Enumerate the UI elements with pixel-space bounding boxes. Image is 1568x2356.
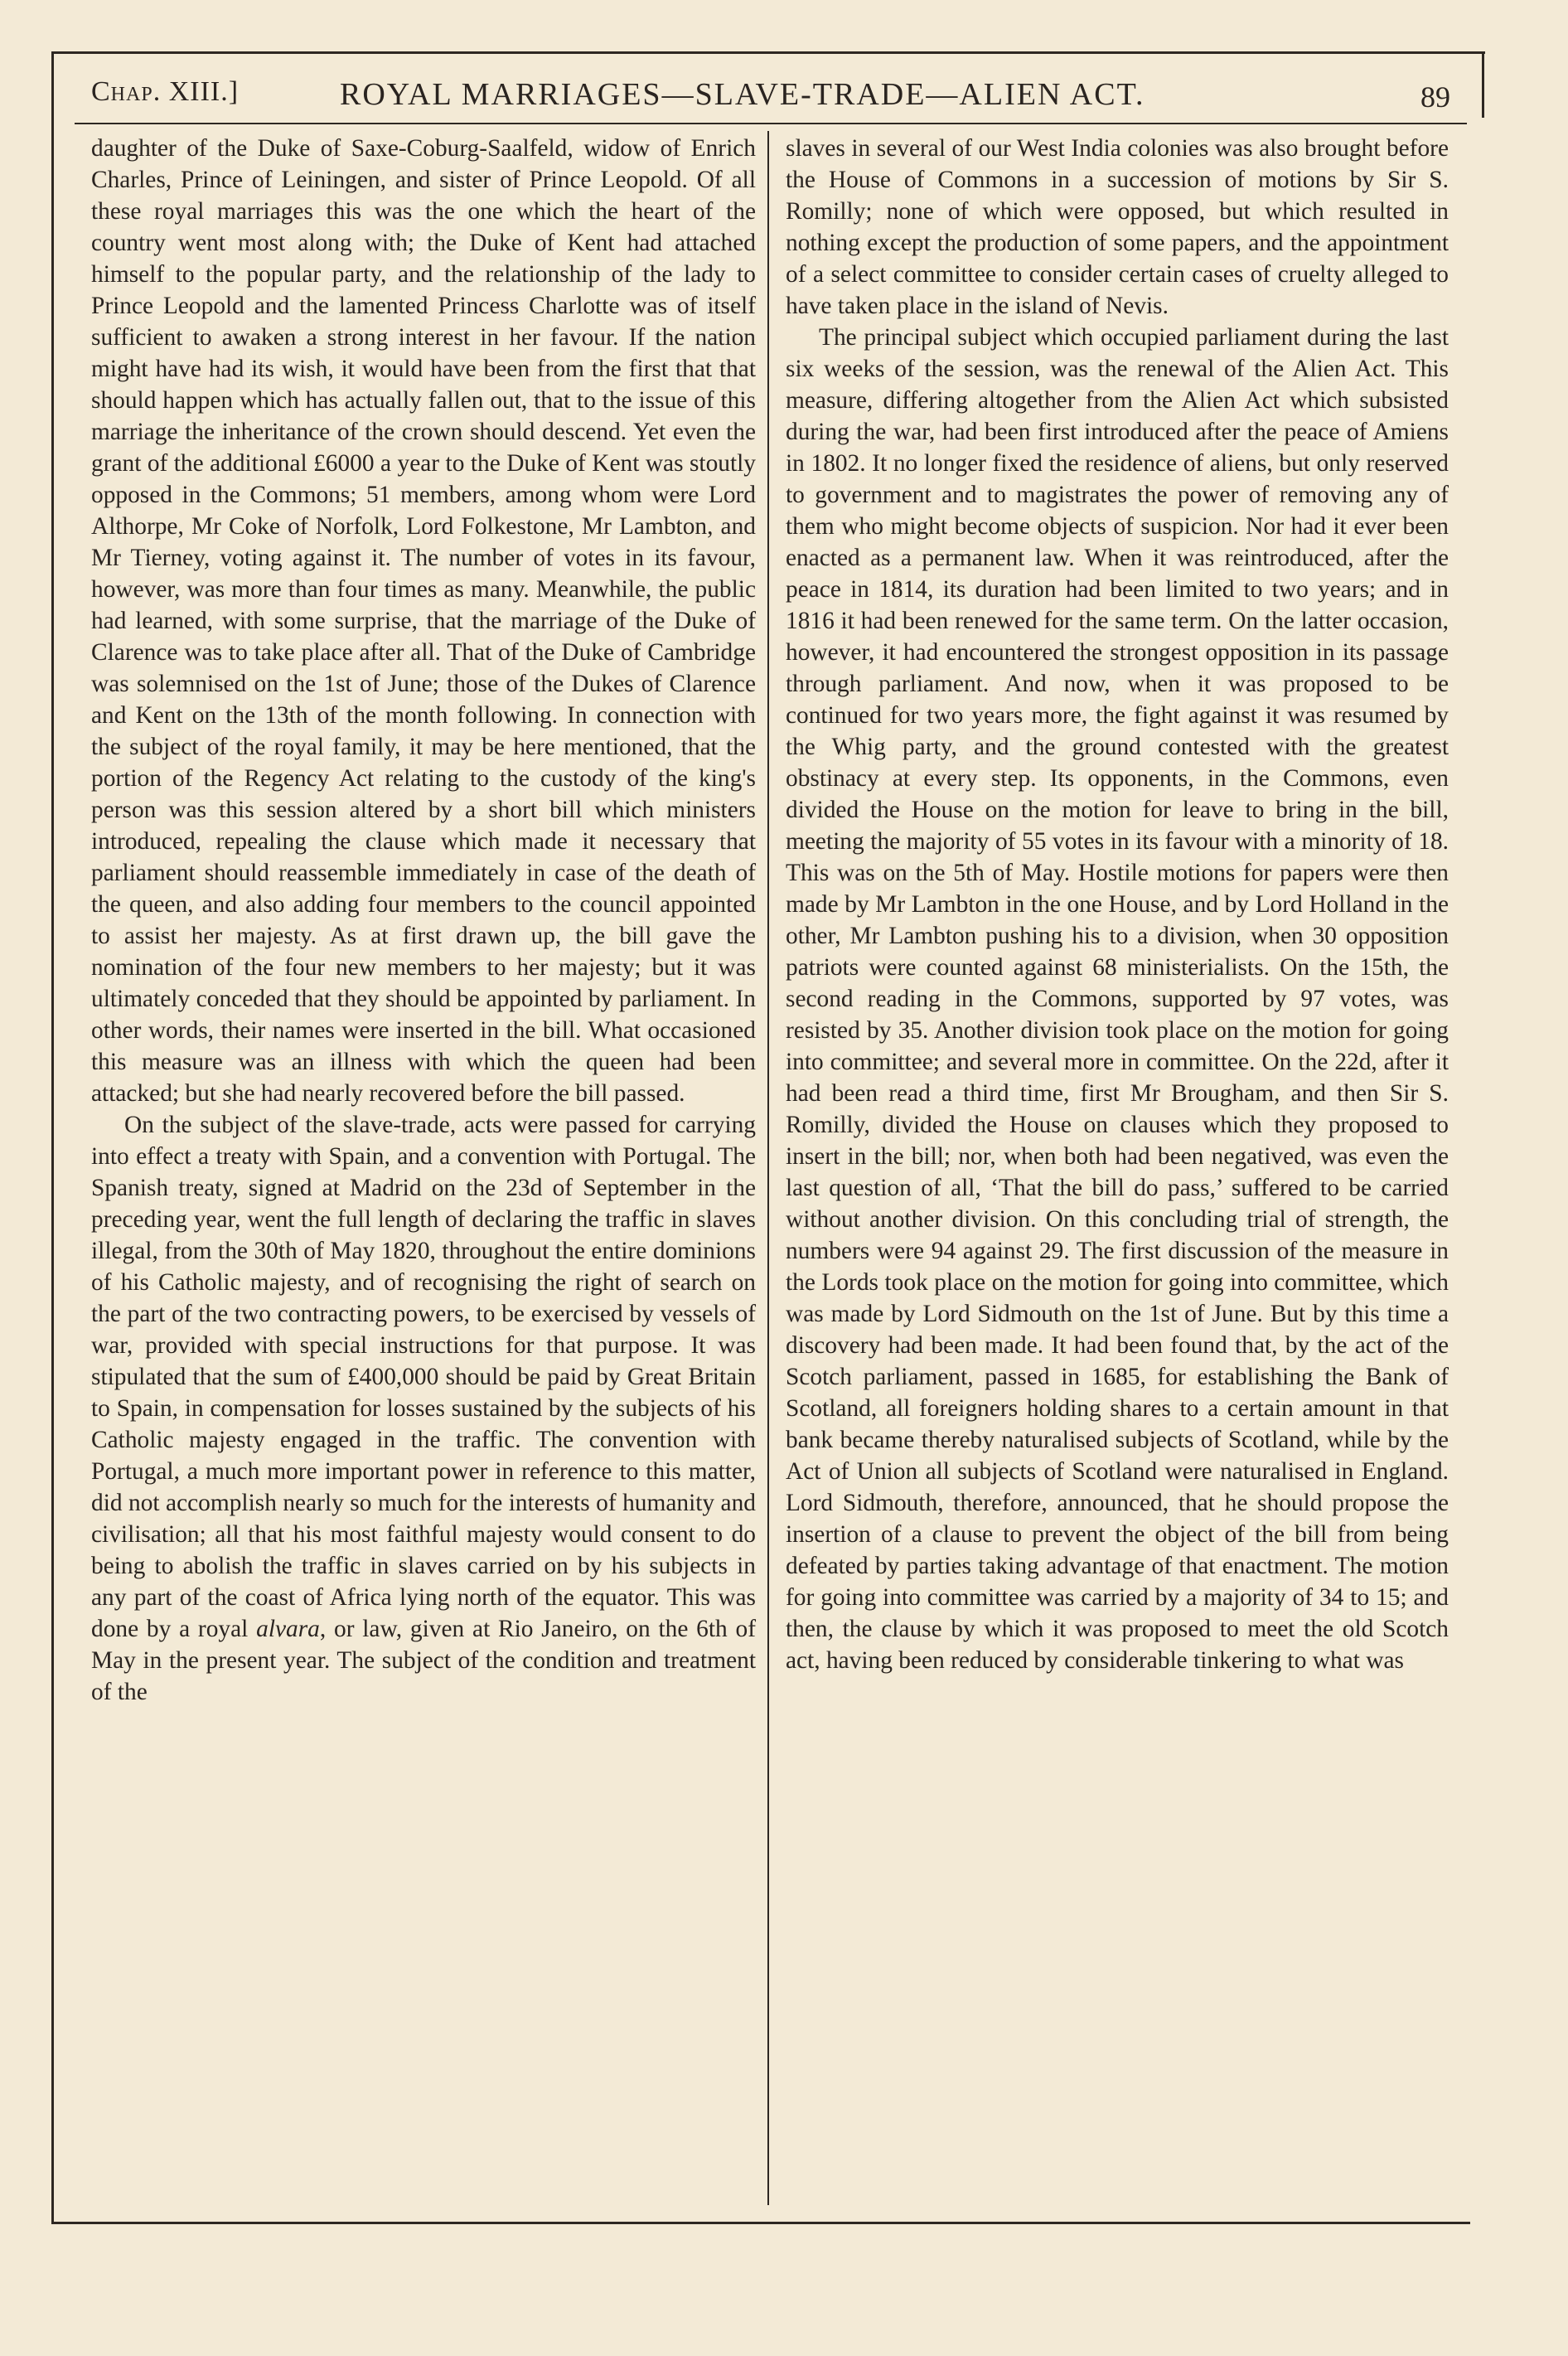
paragraph-text: , or law, given at Rio Janeiro, on the 6th of May in the present year. The subject of the condition and treatment of the (91, 1616, 756, 1705)
paragraph (91, 1109, 756, 1708)
paragraph: The principal subject which occupied parliament during the last six weeks of the session, was the renewal of the Alien Act. This measure, differing altogether from the Alien Act which subsisted during the war, had been first introduced after the peace of Amiens in 1802. It no longer fixed the residence of aliens, but only reserved to government and to magistrates the power of removing any of them who might become objects of suspicion. Nor had it ever been enacted as a permanent law. When it was reintroduced, after the peace in 1814, its duration had been limited to two years; and in 1816 it had been renewed for the same term. On the latter occasion, however, it had encountered the strongest opposition in its passage through parliament. And now, when it was proposed to be continued for two years more, the fight against it was resumed by the Whig party, and the ground contested with the greatest obstinacy at every step. Its opponents, in the Commons, even divided the House on the motion for leave to bring in the bill, meeting the majority of 55 votes in its favour with a minority of 18. This was on the 5th of May. Hostile motions for papers were then made by Mr Lambton in the one House, and by Lord Holland in the other, Mr Lambton pushing his to a division, when 30 opposition patriots were counted against 68 ministerialists. On the 15th, the second reading in the Commons, supported by 97 votes, was resisted by 35. Another division took place on the motion for going into committee; and several more in committee. On the 22d, after it had been read a third time, first Mr Brougham, and then Sir S. Romilly, divided the House on clauses which they proposed to insert in the bill; nor, when both had been negatived, was even the last question of all, ‘That the bill do pass,’ suffered to be carried without another division. On this concluding trial of strength, the numbers were 94 against 29. The first discussion of the measure in the Lords took place on the motion for going into committee, which was made by Lord Sidmouth on the 1st of June. But by this time a discovery had been made. It had been found that, by the act of the Scotch parliament, passed in 1685, for establishing the Bank of Scotland, all foreigners holding shares to a certain amount in that bank became thereby naturalised subjects of Scotland, while by the Act of Union all subjects of Scotland were naturalised in England. Lord Sidmouth, therefore, announced, that he should propose the insertion of a clause to prevent the object of the bill from being defeated by parties taking advantage of that enactment. The motion for going into committee was carried by a majority of 34 to 15; and then, the clause by which it was proposed to meet the old Scotch act, having been reduced by considerable tinkering to what was (786, 324, 1449, 1674)
running-header (83, 71, 1459, 121)
running-title: ROYAL MARRIAGES—SLAVE-TRADE—ALIEN ACT. (340, 77, 1145, 112)
page-number: 89 (1420, 80, 1450, 114)
page-border-right (1482, 51, 1484, 118)
right-column (786, 133, 1449, 1676)
column-divider (767, 131, 769, 2205)
left-column (91, 133, 756, 1708)
paragraph: daughter of the Duke of Saxe-Coburg-Saalfeld, widow of Enrich Charles, Prince of Leiningen, and sister of Prince Leopold. Of all these royal marriages this was the one which the heart of the country went most along with; the Duke of Kent had attached himself to the popular party, and the relationship of the lady to Prince Leopold and the lamented Princess Charlotte was of itself sufficient to awaken a strong interest in her favour. If the nation might have had its wish, it would have been from the first that that should happen which has actually fallen out, that to the issue of this marriage the inheritance of the crown should descend. Yet even the grant of the additional £6000 a year to the Duke of Kent was stoutly opposed in the Commons; 51 members, among whom were Lord Althorpe, Mr Coke of Norfolk, Lord Folkestone, Mr Lambton, and Mr Tierney, voting against it. The number of votes in its favour, however, was more than four times as many. Meanwhile, the public had learned, with some surprise, that the marriage of the Duke of Clarence was to take place after all. That of the Duke of Cambridge was solemnised on the 1st of June; those of the Dukes of Clarence and Kent on the 13th of the month following. In connection with the subject of the royal family, it may be here mentioned, that the portion of the Regency Act relating to the custody of the king's person was this session altered by a short bill which ministers introduced, repealing the clause which made it necessary that parliament should reassemble immediately in case of the death of the queen, and also adding four members to the council appointed to assist her majesty. As at first drawn up, the bill gave the nomination of the four new members to her majesty; but it was ultimately conceded that they should be appointed by parliament. In other words, their names were inserted in the bill. What occasioned this measure was an illness with which the queen had been attacked; but she had nearly recovered before the bill passed. (91, 135, 756, 1107)
page-border-top (51, 51, 1485, 54)
paragraph-text: On the subject of the slave-trade, acts were passed for carrying into effect a treaty with Spain, and a convention with Portugal. The Spanish treaty, signed at Madrid on the 23d of September in the preceding year, went the full length of declaring the traffic in slaves illegal, from the 30th of May 1820, throughout the entire dominions of his Catholic majesty, and of recognising the right of search on the part of the two contracting powers, to be exercised by vessels of war, provided with special instructions for that purpose. It was stipulated that the sum of £400,000 should be paid by Great Britain to Spain, in compensation for losses sustained by the subjects of his Catholic majesty engaged in the traffic. The convention with Portugal, a much more important power in reference to this matter, did not accomplish nearly so much for the interests of humanity and civilisation; all that his most faithful majesty would consent to do being to abolish the traffic in slaves carried on by his subjects in any part of the coast of Africa lying north of the equator. This was done by a royal (91, 1112, 756, 1642)
paragraph: slaves in several of our West India colonies was also brought before the House of Commons in a succession of motions by Sir S. Romilly; none of which were opposed, but which resulted in nothing except the production of some papers, and the appointment of a select committee to consider certain cases of cruelty alleged to have taken place in the island of Nevis. (786, 135, 1449, 319)
page-border-left (51, 51, 54, 2223)
page-border-bottom (51, 2222, 1470, 2224)
header-rule (75, 123, 1467, 124)
chapter-label: Chap. XIII.] (91, 76, 240, 107)
italic-term: alvara (256, 1616, 320, 1642)
